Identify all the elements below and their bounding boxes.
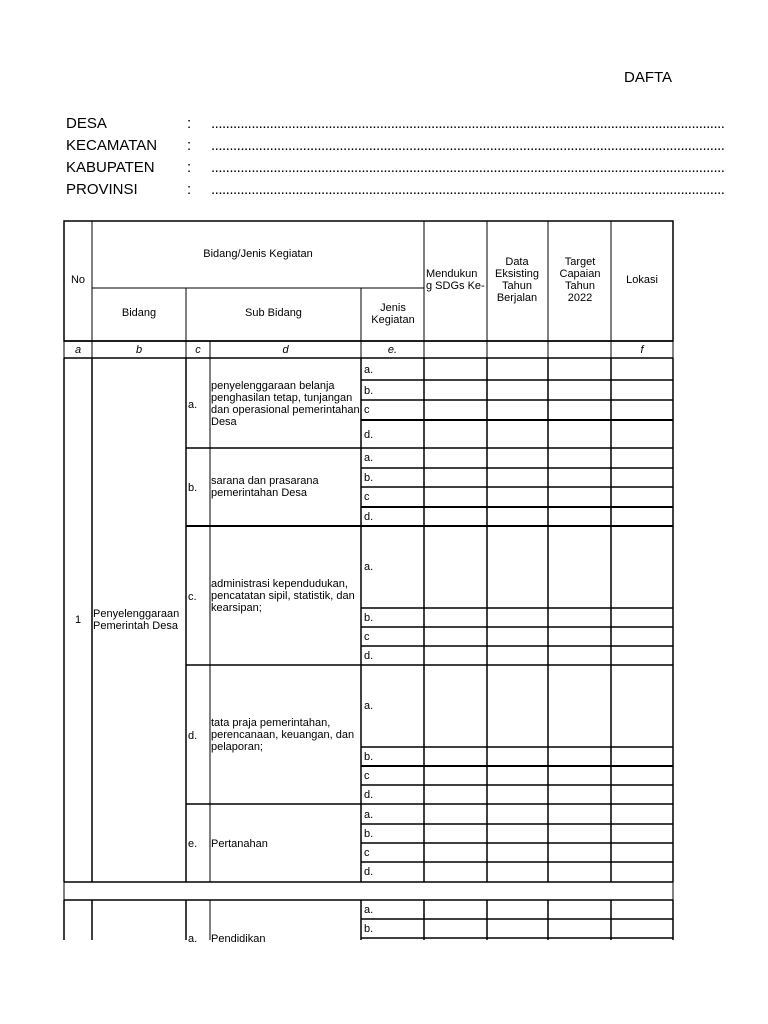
sub-bidang-text: tata praja pemerintahan, perencanaan, keuangan, dan pelaporan; [211,717,355,753]
sub-bidang-text: Pertanahan [211,838,268,850]
sub-bidang-text: administrasi kependudukan, pencatatan sipil, statistik, dan kearsipan; [211,578,355,614]
item-letter: a. [364,561,374,573]
item-letter: b. [364,828,374,840]
item-letter: c [364,631,370,643]
info-label: PROVINSI [66,181,138,198]
header-no: No [70,274,86,286]
bidang-name: Penyelenggaraan Pemerintah Desa [93,608,180,632]
page-title: DAFTA [624,69,673,86]
item-letter: d. [364,650,374,662]
info-value: ............................................................................................................................................ [211,181,725,198]
info-colon: : [187,137,192,154]
item-letter: b. [364,751,374,763]
item-letter: d. [364,866,374,878]
item-letter: b. [364,923,374,935]
col-letter-d: d [282,344,289,356]
item-letter: b. [364,612,374,624]
info-value: ............................................................................................................................................ [211,159,725,176]
item-letter: c [364,491,370,503]
info-label: DESA [66,115,107,132]
col-letter-b: b [135,344,143,356]
sub-letter: a. [188,933,198,945]
header-lokasi: Lokasi [626,274,658,286]
sub-bidang-text: sarana dan prasarana pemerintahan Desa [211,475,319,499]
item-letter: b. [364,472,374,484]
item-letter: a. [364,700,374,712]
info-colon: : [187,159,192,176]
sub-letter: b. [188,482,198,494]
item-letter: d. [364,789,374,801]
header-data-eksisting: Data Eksisting Tahun Berjalan [494,256,540,304]
item-letter: d. [364,429,374,441]
sub-bidang-text: Pendidikan [211,933,266,945]
item-letter: a. [364,809,374,821]
item-letter: c [364,404,370,416]
item-letter: b. [364,385,374,397]
header-sub-bidang: Sub Bidang [245,307,302,319]
info-label: KECAMATAN [66,137,158,154]
header-target: Target Capaian Tahun 2022 [559,256,601,304]
sub-letter: d. [188,730,198,742]
header-sdgs: Mendukun g SDGs Ke- [426,268,485,292]
item-letter: a. [364,904,374,916]
col-letter-f: f [640,344,644,356]
item-letter: a. [364,452,374,464]
col-letter-a: a [74,344,82,356]
item-letter: d. [364,511,374,523]
group2-clip [0,900,768,945]
item-letter: c [364,770,370,782]
item-letter: c [364,847,370,859]
header-bidang-jenis: Bidang/Jenis Kegiatan [203,248,313,260]
sub-letter: e. [188,838,198,850]
info-label: KABUPATEN [66,159,155,176]
col-letter-e: e. [387,344,398,356]
header-bidang: Bidang [121,307,157,319]
info-colon: : [187,181,192,198]
sub-letter: a. [188,399,198,411]
sub-bidang-text: penyelenggaraan belanja penghasilan tetap, tunjangan dan operasional pemerintahan Desa [211,380,360,428]
row-number: 1 [74,614,82,626]
col-letter-c: c [195,344,201,356]
sub-letter: c. [188,591,197,603]
item-letter: a. [364,364,374,376]
header-jenis-kegiatan: Jenis Kegiatan [371,302,415,326]
info-value: ............................................................................................................................................ [211,137,725,154]
info-colon: : [187,115,192,132]
info-value: ............................................................................................................................................ [211,115,725,132]
